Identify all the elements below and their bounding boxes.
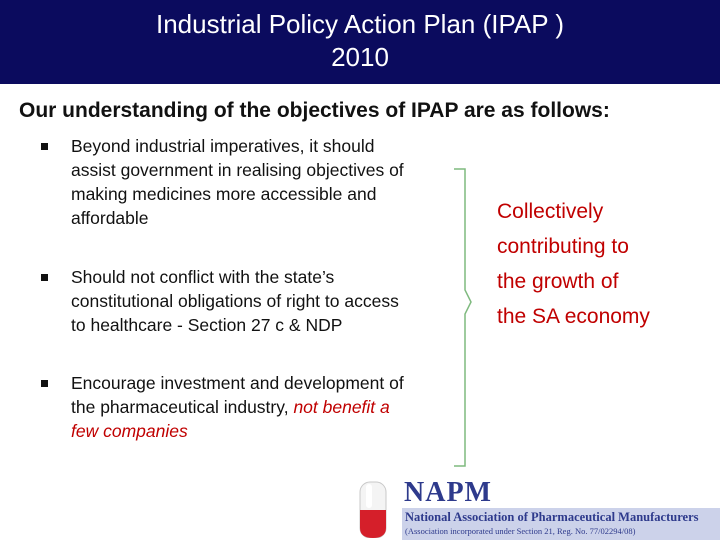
objective-text: Should not conflict with the state’s constitutional obligations of right to access to healthcare - Section 27 c & NDP <box>71 267 399 335</box>
objective-item <box>40 371 415 443</box>
summary-line: contributing to <box>497 235 629 258</box>
slide-subheading: Our understanding of the objectives of IPAP are as follows: <box>19 99 610 122</box>
logo-band <box>402 508 720 540</box>
napm-logo <box>346 474 720 540</box>
logo-name: National Association of Pharmaceutical Manufacturers <box>405 510 699 524</box>
title-bar <box>0 0 720 84</box>
summary-line: the growth of <box>497 270 619 293</box>
objective-text: Beyond industrial imperatives, it should assist government in realising objectives of making medicines more accessible and affordable <box>71 136 404 228</box>
bullet-square-icon <box>41 143 48 150</box>
summary-line: the SA economy <box>497 305 650 328</box>
slide-title-year: 2010 <box>331 42 389 72</box>
objective-text: Encourage investment and development of the pharmaceutical industry, <box>71 373 404 417</box>
logo-registration: (Association incorporated under Section 21, Reg. No. 77/02294/08) <box>405 526 636 536</box>
capsule-logo-icon <box>350 474 396 538</box>
slide-title: Industrial Policy Action Plan (IPAP ) <box>155 9 564 39</box>
objective-item <box>40 134 415 230</box>
logo-acronym: NAPM <box>404 477 492 508</box>
objectives-list <box>40 134 415 443</box>
bullet-square-icon <box>41 274 48 281</box>
summary-statement <box>497 194 712 334</box>
objective-emphasis: not benefit a few companies <box>71 397 390 441</box>
objective-item <box>40 265 415 337</box>
grouping-brace <box>452 168 472 468</box>
summary-line: Collectively <box>497 200 604 223</box>
bullet-square-icon <box>41 380 48 387</box>
